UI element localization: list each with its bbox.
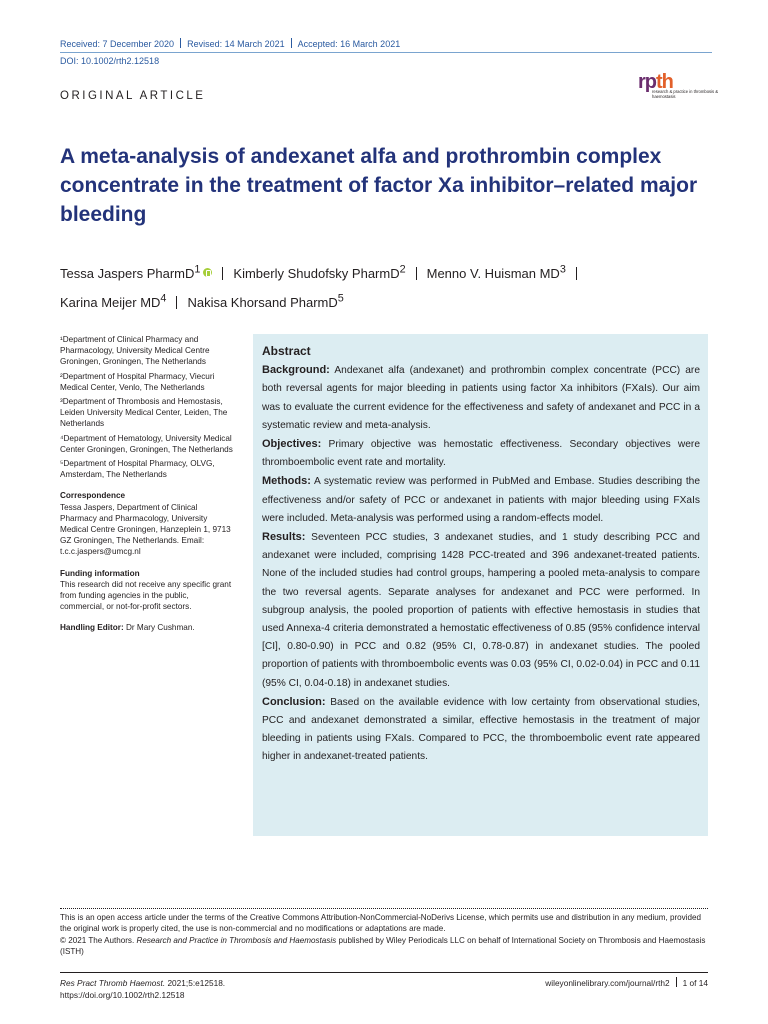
author[interactable]: Nakisa Khorsand PharmD$^5$ — [187, 292, 344, 310]
funding-heading: Funding information — [60, 568, 140, 578]
abstract-heading: Abstract — [262, 344, 311, 358]
logo-rp: rp — [638, 71, 656, 93]
doi-link[interactable]: DOI: 10.1002/rth2.12518 — [60, 56, 160, 66]
author[interactable]: Tessa Jaspers PharmD$^1$ — [60, 266, 212, 281]
license-text: This is an open access article under the terms of the Creative Commons Attribution-NonCommercial-NoDerivs License, which permits use and distribution in any medium, provided the original work is properly cited, the use is non-commercial and no modifications or adaptations are made. — [60, 913, 702, 934]
orcid-icon[interactable] — [203, 268, 212, 277]
abstract-objectives: Objectives: Primary objective was hemostatic effectiveness. Secondary objectives were thromboembolic event rate and mortality. — [262, 438, 700, 469]
article-title: A meta-analysis of andexanet alfa and prothrombin complex concentrate in the treatment of factor Xa inhibitor–related major bleeding — [60, 145, 698, 226]
affiliation: ⁵Department of Hospital Pharmacy, OLVG, Amsterdam, The Netherlands — [60, 459, 215, 480]
affiliation: ¹Department of Clinical Pharmacy and Pharmacology, University Medical Centre Groningen, Groningen, The Netherlands — [60, 335, 210, 367]
affiliation: ⁴Department of Hematology, University Medical Center Groningen, Groningen, The Netherlands — [60, 433, 233, 454]
divider — [291, 38, 292, 48]
doi-url[interactable]: https://doi.org/10.1002/rth2.12518 — [60, 990, 185, 1000]
abstract-results: Results: Seventeen PCC studies, 3 andexanet studies, and 1 study describing PCC and andexanet were included, comprising 1428 PCC-treated and 396 andexanet-treated patients. None of the included studies had control groups, hampering a pooled meta-analysis to compare the two reversal agents. Separate analyses for andexanet and PCC were performed. In subgroup analysis, the pooled proportion of patients with effective hemostasis in studies that used Annexa-4 criteria demonstrated a hemostatic effectiveness of 0.85 (95% confidence interval [CI], 0.80-0.90) in PCC and 0.82 (95% CI, 0.78-0.87) in andexanet studies. The pooled proportion of patients with thromboembolic events was 0.03 (95% CI, 0.02-0.04) in PCC and 0.11 (95% CI, 0.04-0.18) in andexanet studies. — [262, 531, 700, 689]
article-dates — [60, 38, 400, 49]
page-info — [545, 977, 708, 988]
author[interactable]: Karina Meijer $MD^4$ — [60, 292, 167, 310]
author-list — [60, 258, 720, 315]
divider — [180, 38, 181, 48]
journal-logo — [638, 72, 718, 102]
affiliations-column — [60, 334, 235, 637]
page-number: 1 of 14 — [682, 978, 708, 988]
license-notice — [60, 912, 708, 958]
correspondence-heading: Correspondence — [60, 491, 126, 501]
funding-text: This research did not receive any specific grant from funding agencies in the public, commercial, or not-for-profit sectors. — [60, 579, 232, 612]
accepted-date: Accepted: 16 March 2021 — [297, 39, 401, 49]
author[interactable]: Kimberly Shudofsky PharmD$^2$ — [233, 264, 406, 282]
header-rule — [60, 52, 712, 53]
received-date: Received: 7 December 2020 — [60, 39, 175, 49]
copyright-line: © 2021 The Authors. Research and Practice in Thrombosis and Haemostasis published by Wiley Periodicals LLC on behalf of International Society on Thrombosis and Haemostasis (ISTH) — [60, 935, 706, 957]
abstract-box — [253, 334, 708, 836]
logo-th: th — [656, 71, 673, 93]
section-label: ORIGINAL ARTICLE — [60, 90, 206, 102]
logo-tagline: research & practice in thrombosis & haemostasis — [652, 89, 719, 99]
handling-editor: Handling Editor: Dr Mary Cushman. — [60, 623, 195, 633]
author[interactable]: Menno V. Huisman $MD^3$ — [426, 264, 566, 282]
correspondence-text: Tessa Jaspers, Department of Clinical Pharmacy and Pharmacology, University Medical Centre Groningen, Hanzeplein 1, 9713 GZ Groningen, The Netherlands. Email: t.c.c.jaspers@umcg.nl — [60, 502, 231, 557]
revised-date: Revised: 14 March 2021 — [187, 39, 285, 49]
footer-rule — [60, 908, 708, 909]
citation: Res Pract Thromb Haemost. 2021;5:e12518. https://doi.org/10.1002/rth2.12518 — [60, 978, 226, 1000]
journal-site-link[interactable]: wileyonlinelibrary.com/journal/rth2 — [545, 978, 670, 988]
abstract-methods: Methods: A systematic review was performed in PubMed and Embase. Studies describing the effectiveness and/or safety of PCC or andexanet in patients with major bleeding using FXaIs were included. Meta-analysis was performed using a random-effects model. — [262, 475, 700, 524]
affiliation: ²Department of Hospital Pharmacy, Viecuri Medical Center, Venlo, The Netherlands — [60, 371, 215, 392]
bottom-rule — [60, 972, 708, 973]
abstract-conclusion: Conclusion: Based on the available evidence with low certainty from observational studies, PCC and andexanet demonstrated a similar, effective hemostasis in the treatment of major bleeding in patients using FXaIs. Compared to PCC, the thromboembolic event rate appeared higher in andexanet-treated patients. — [262, 695, 700, 763]
abstract-background: Background: Andexanet alfa (andexanet) and prothrombin complex concentrate (PCC) are both reversal agents for major bleeding in patients using factor Xa inhibitors (FXaIs). Our aim was to evaluate the current evidence for the effectiveness and safety of andexanet and PCC in a systematic review and meta-analysis. — [262, 364, 700, 431]
affiliation: ³Department of Thrombosis and Hemostasis, Leiden University Medical Center, Leiden, The Netherlands — [60, 397, 228, 429]
